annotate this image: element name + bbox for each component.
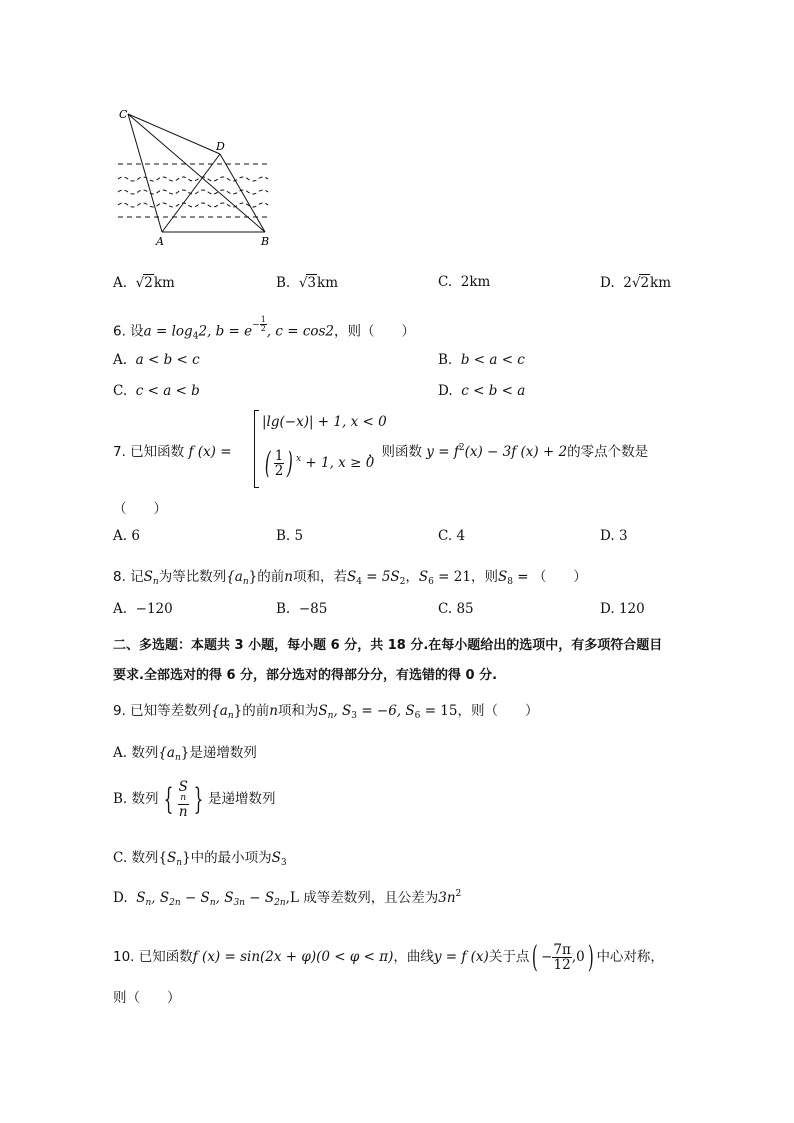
q6-option-b[interactable]: B. b < a < c: [438, 352, 525, 368]
q9-option-b[interactable]: B. 数列 { S n n } 是递增数列: [113, 779, 276, 820]
q7-option-c[interactable]: C. 4: [438, 528, 466, 544]
q9-option-a[interactable]: A. 数列$\{a_n\}$是递增数列: [113, 745, 257, 763]
q5-option-b[interactable]: B. √3km: [276, 275, 338, 291]
q5-option-a[interactable]: A. √2km: [113, 275, 175, 291]
piecewise-brace: [254, 410, 259, 488]
question-10-bracket: 则（ ）: [113, 990, 181, 1006]
question-9-stem: 9. 已知等差数列$\{a_n\}$的前n项和为$S_n$, $S_3 = -6$, $S_6 = 15$，则（ ）: [113, 703, 539, 721]
q8-option-a[interactable]: A. −120: [113, 601, 173, 617]
q7-answer-bracket: （ ）: [113, 501, 167, 517]
segment-cd: [128, 114, 220, 154]
q6-option-c[interactable]: C. c < a < b: [113, 383, 200, 399]
q7-case-1: |lg(−x)| + 1, x < 0: [262, 414, 387, 430]
q8-option-d[interactable]: D. 120: [600, 601, 645, 617]
section-2-heading-line-1: 二、多选题：本题共 3 小题，每小题 6 分，共 18 分.在每小题给出的选项中，有多项符合题目: [113, 638, 663, 653]
q7-case-2: ( $\frac{1}{2}$ ) $^x$ + 1, x ≥ 0: [264, 446, 375, 481]
segment-db: [220, 154, 265, 232]
q6-option-d[interactable]: D. c < b < a: [438, 383, 526, 399]
wave-3: [118, 203, 268, 207]
wave-1: [118, 177, 268, 181]
label-c: C: [119, 108, 128, 121]
label-b: B: [261, 235, 270, 248]
q6-option-a[interactable]: A. a < b < c: [113, 352, 200, 368]
q5-option-d[interactable]: D. 2√2km: [600, 275, 672, 291]
q9-option-c[interactable]: C. 数列$\{S_n\}$中的最小项为$S_3$: [113, 850, 287, 868]
question-8-stem: 8. 记$S_n$为等比数列$\{a_n\}$的前n项和，若$S_4 = 5S_2$，$S_6 = 21$，则$S_8$ = （ ）: [113, 569, 587, 587]
segment-ad: [162, 154, 220, 232]
q9-option-d[interactable]: D. $S_n$, $S_{2n} - S_n$, $S_{3n} - S_{2n},L$ 成等差数列，且公差为$3n^2$: [113, 889, 462, 908]
q7-option-a[interactable]: A. 6: [113, 528, 140, 544]
question-7-stem: 7. 已知函数 f (x) =: [113, 444, 232, 460]
question-10-stem: 10. 已知函数f (x) = sin(2x + φ)(0 < φ < π)，曲线y = f (x)关于点( − $\frac{7\pi}{12}$ ,0) 中心对称，: [113, 940, 664, 975]
segment-cb: [128, 114, 265, 232]
geometry-figure: [108, 100, 278, 250]
q7-option-b[interactable]: B. 5: [276, 528, 304, 544]
question-7-stem-tail: ，则函数 $y = f^2(x) - 3f$ (x) + 2的零点个数是: [368, 443, 649, 460]
label-d: D: [216, 140, 225, 153]
segment-ca: [128, 114, 162, 232]
q8-option-c[interactable]: C. 85: [438, 601, 474, 617]
label-a: A: [156, 235, 164, 248]
q7-option-d[interactable]: D. 3: [600, 528, 628, 544]
q5-option-c[interactable]: C. 2km: [438, 274, 491, 290]
question-6-stem: 6. 设$a = \log_42$, b = e− $\frac{1}{2}$ , c = cos2，则（ ）: [113, 315, 416, 342]
section-2-heading-line-2: 要求.全部选对的得 6 分，部分选对的得部分分，有选错的得 0 分.: [113, 668, 498, 683]
q8-option-b[interactable]: B. −85: [276, 601, 328, 617]
